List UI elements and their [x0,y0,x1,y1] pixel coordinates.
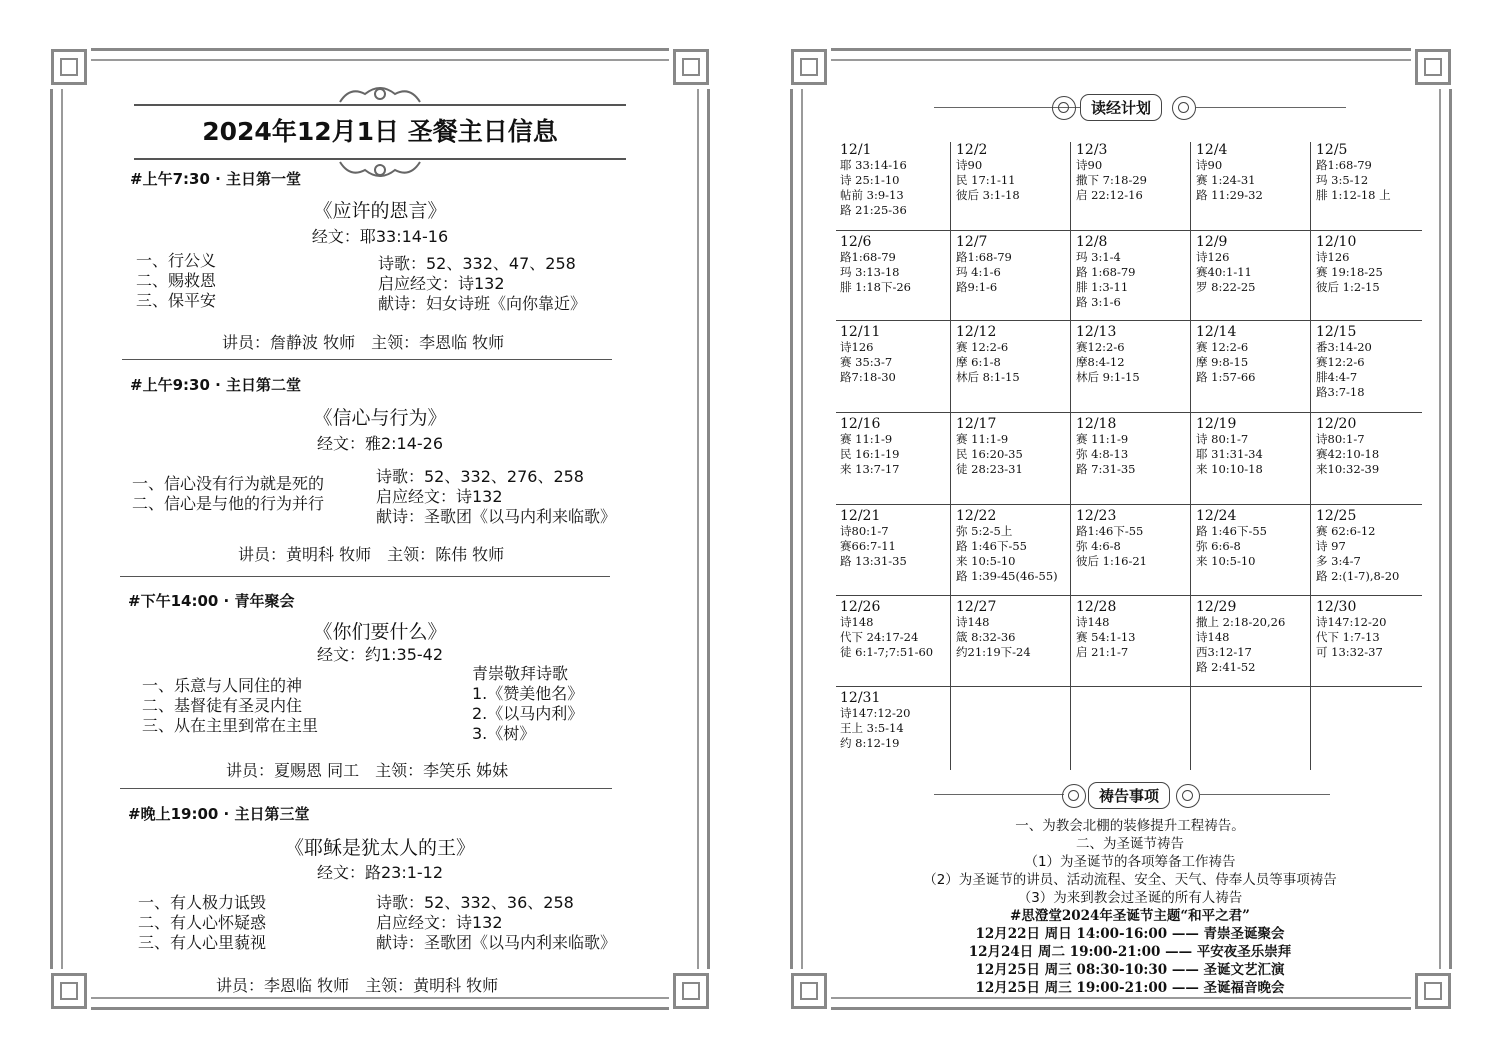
song-line: 献诗：圣歌团《以马内利来临歌》 [376,507,617,526]
reading-date: 12/16 [840,416,881,432]
reading-ref: 民 16:20-35 [956,447,1023,461]
reading-cell [1316,324,1372,400]
christmas-event: 12月24日 周二 19:00-21:00 —— 平安夜圣乐崇拜 [968,944,1292,960]
cloud-ornament-icon [330,82,430,104]
song-line: 献诗：圣歌团《以马内利来临歌》 [376,933,617,952]
reading-ref: 诗90 [956,158,983,172]
reading-ref: 弥 4:8-13 [1076,447,1129,461]
reading-date: 12/23 [1076,508,1117,524]
reading-ref: 彼后 1:16-21 [1076,554,1147,568]
reading-ref: 赛 12:2-6 [956,340,1009,354]
reading-ref: 腓 1:18下-26 [840,280,911,294]
reading-cell [1076,508,1147,569]
reading-cell [1316,508,1399,584]
reading-date: 12/22 [956,508,997,524]
corner-ornament [669,45,713,89]
scripture-ref: 经文：耶33:14-16 [311,227,449,246]
reading-cell [1316,234,1383,295]
section-divider [120,788,612,789]
reading-ref: 赛40:1-11 [1196,265,1252,279]
reading-ref: 诗90 [1076,158,1103,172]
prayer-line: （3）为来到教会过圣诞的所有人祷告 [1017,890,1243,906]
reading-ref: 路 1:46下-55 [1196,524,1267,538]
point: 三、从在主里到常在主里 [142,716,319,735]
reading-ref: 来 10:10-18 [1196,462,1263,476]
reading-ref: 路1:68-79 [1316,158,1372,172]
reading-ref: 路 1:68-79 [1076,265,1136,279]
reading-ref: 路 2:41-52 [1196,660,1256,674]
reading-ref: 赛 54:1-13 [1076,630,1136,644]
corner-ornament [787,969,831,1013]
reading-ref: 腓 1:12-18 上 [1316,188,1391,202]
reading-cell [956,142,1020,203]
song-line: 2.《以马内利》 [472,704,584,723]
grid-line [836,412,1422,413]
reading-ref: 撒下 7:18-29 [1076,173,1147,187]
speaker-line: 讲员：詹静波 牧师 主领：李恩临 牧师 [222,333,505,352]
reading-cell [1076,324,1140,385]
reading-date: 12/30 [1316,599,1357,615]
reading-ref: 民 17:1-11 [956,173,1016,187]
prayer-line: 一、为教会北棚的装修提升工程祷告。 [1015,818,1245,834]
prayer-line: （2）为圣诞节的讲员、活动流程、安全、天气、侍奉人员等事项祷告 [923,872,1337,888]
service-heading: #下午14:00 · 青年聚会 [128,592,295,610]
cloud-ornament-icon [330,160,430,182]
reading-cell [1076,142,1147,203]
song-line: 3.《树》 [472,724,536,743]
reading-ref: 腓4:4-7 [1316,370,1358,384]
reading-ref: 诗148 [1076,615,1110,629]
sermon-points [142,676,318,736]
reading-ref: 代下 24:17-24 [840,630,919,644]
service-heading: #晚上19:00 · 主日第三堂 [128,805,310,823]
corner-ornament [787,45,831,89]
song-line: 启应经文：诗132 [376,913,503,932]
scripture-ref: 经文：雅2:14-26 [316,434,444,453]
reading-cell [1196,234,1256,295]
reading-ref: 诗148 [1196,630,1230,644]
reading-cell [956,599,1031,660]
reading-ref: 民 16:1-19 [840,447,900,461]
reading-date: 12/27 [956,599,997,615]
reading-ref: 路 2:(1-7),8-20 [1316,569,1400,583]
reading-ref: 弥 5:2-5上 [956,524,1013,538]
reading-ref: 摩 9:8-15 [1196,355,1249,369]
reading-ref: 西3:12-17 [1196,645,1252,659]
reading-ref: 摩 6:1-8 [956,355,1001,369]
reading-ref: 赛 12:2-6 [1196,340,1249,354]
point: 二、赐救恩 [136,271,217,290]
reading-ref: 路3:7-18 [1316,385,1365,399]
reading-ref: 赛 1:24-31 [1196,173,1256,187]
reading-ref: 耶 31:31-34 [1196,447,1263,461]
grid-line [1070,142,1071,770]
point: 一、有人极力诋毁 [138,893,267,912]
grid-line [836,230,1422,231]
reading-ref: 约 8:12-19 [840,736,900,750]
reading-cell [1196,599,1285,675]
reading-ref: 弥 6:6-8 [1196,539,1241,553]
point: 一、行公义 [136,251,217,270]
reading-ref: 路 11:29-32 [1196,188,1263,202]
reading-date: 12/24 [1196,508,1237,524]
reading-ref: 徒 6:1-7;7:51-60 [840,645,934,659]
reading-ref: 路1:68-79 [956,250,1012,264]
reading-ref: 赛 11:1-9 [956,432,1009,446]
reading-date: 12/26 [840,599,881,615]
reading-ref: 赛 19:18-25 [1316,265,1383,279]
point: 二、基督徒有圣灵内住 [142,696,303,715]
reading-date: 12/6 [840,234,872,250]
scroll-ornament-icon [1052,96,1076,120]
reading-ref: 诗147:12-20 [1316,615,1387,629]
reading-date: 12/20 [1316,416,1357,432]
christmas-event: 12月22日 周日 14:00-16:00 —— 青崇圣诞聚会 [975,926,1285,942]
song-line: 启应经文：诗132 [378,274,505,293]
scripture-ref: 经文：路23:1-12 [316,863,444,882]
reading-cell [840,142,907,218]
christmas-event: 12月25日 周三 19:00-21:00 —— 圣诞福音晚会 [975,980,1285,996]
song-line: 1.《赞美他名》 [472,684,584,703]
reading-cell [1196,142,1263,203]
reading-ref: 可 13:32-37 [1316,645,1383,659]
reading-ref: 耶 33:14-16 [840,158,907,172]
speaker-line: 讲员：黄明科 牧师 主领：陈伟 牧师 [238,545,505,564]
service-heading: #上午7:30 · 主日第一堂 [130,170,302,188]
reading-cell [840,690,910,751]
corner-ornament [47,969,91,1013]
reading-ref: 玛 4:1-6 [956,265,1001,279]
grid-line [950,142,951,770]
grid-line [1190,142,1191,770]
reading-date: 12/9 [1196,234,1228,250]
reading-cell [840,599,933,660]
reading-date: 12/18 [1076,416,1117,432]
section-divider [120,576,610,577]
song-list [376,467,616,527]
reading-cell [840,234,911,295]
reading-date: 12/7 [956,234,988,250]
reading-ref: 玛 3:13-18 [840,265,900,279]
reading-ref: 路 3:1-6 [1076,295,1121,309]
reading-ref: 诗148 [840,615,874,629]
reading-ref: 诗148 [956,615,990,629]
reading-ref: 路 1:46下-55 [956,539,1027,553]
song-line: 献诗：妇女诗班《向你靠近》 [378,294,587,313]
reading-ref: 来 10:5-10 [1196,554,1256,568]
reading-date: 12/11 [840,324,881,340]
corner-ornament [669,969,713,1013]
reading-ref: 路9:1-6 [956,280,998,294]
reading-plan-title: 读经计划 [1080,94,1162,121]
reading-date: 12/25 [1316,508,1357,524]
reading-date: 12/3 [1076,142,1108,158]
reading-date: 12/15 [1316,324,1357,340]
reading-ref: 彼后 1:2-15 [1316,280,1380,294]
reading-ref: 诗 25:1-10 [840,173,900,187]
song-list [376,893,616,953]
reading-ref: 来 13:7-17 [840,462,900,476]
reading-ref: 诗 80:1-7 [1196,432,1249,446]
reading-ref: 代下 1:7-13 [1316,630,1380,644]
point: 二、有人心怀疑惑 [138,913,267,932]
reading-ref: 撒上 2:18-20,26 [1196,615,1286,629]
reading-cell [840,324,896,385]
christmas-event: 12月25日 周三 08:30-10:30 —— 圣诞文艺汇演 [975,962,1285,978]
grid-line [836,595,1422,596]
reading-date: 12/19 [1196,416,1237,432]
reading-date: 12/2 [956,142,988,158]
reading-ref: 赛 62:6-12 [1316,524,1376,538]
grid-line [1310,142,1311,770]
reading-ref: 赛12:2-6 [1316,355,1365,369]
reading-ref: 弥 4:6-8 [1076,539,1121,553]
prayer-line: （1）为圣诞节的各项筹备工作祷告 [1024,854,1236,870]
speaker-line: 讲员：夏赐恩 同工 主领：李笑乐 姊妹 [226,761,509,780]
point: 一、信心没有行为就是死的 [132,474,325,493]
song-line: 青崇敬拜诗歌 [472,664,569,683]
reading-ref: 玛 3:1-4 [1076,250,1121,264]
reading-cell [956,416,1023,477]
reading-ref: 来10:32-39 [1316,462,1380,476]
reading-ref: 箴 8:32-36 [956,630,1016,644]
grid-line [836,686,1422,687]
reading-date: 12/12 [956,324,997,340]
corner-ornament [1411,45,1455,89]
sermon-points [136,251,216,311]
reading-ref: 赛 35:3-7 [840,355,893,369]
reading-ref: 路 13:31-35 [840,554,907,568]
reading-ref: 玛 3:5-12 [1316,173,1369,187]
reading-ref: 路 1:57-66 [1196,370,1256,384]
reading-date: 12/13 [1076,324,1117,340]
reading-cell [1316,599,1386,660]
reading-date: 12/14 [1196,324,1237,340]
reading-date: 12/31 [840,690,881,706]
reading-date: 12/17 [956,416,997,432]
reading-date: 12/5 [1316,142,1348,158]
reading-date: 12/29 [1196,599,1237,615]
reading-ref: 多 3:4-7 [1316,554,1361,568]
grid-line [836,504,1422,505]
reading-cell [1196,508,1267,569]
reading-ref: 启 21:1-7 [1076,645,1129,659]
sermon-points [132,474,324,514]
christmas-theme: #思澄堂2024年圣诞节主题“和平之君” [1010,908,1250,924]
reading-cell [840,508,907,569]
reading-date: 12/8 [1076,234,1108,250]
section-divider [122,359,612,360]
sermon-title: 《你们要什么》 [313,621,447,643]
song-line: 诗歌：52、332、47、258 [378,254,576,273]
reading-ref: 启 22:12-16 [1076,188,1143,202]
scroll-ornament-icon [1062,784,1086,808]
song-list [378,254,586,314]
reading-ref: 赛42:10-18 [1316,447,1380,461]
reading-cell [1076,416,1136,477]
scroll-ornament-icon [1172,96,1196,120]
reading-cell [1316,416,1379,477]
reading-ref: 赛 11:1-9 [840,432,893,446]
reading-date: 12/28 [1076,599,1117,615]
reading-ref: 王上 3:5-14 [840,721,904,735]
reading-cell [1076,599,1136,660]
reading-cell [956,234,1012,295]
song-line: 启应经文：诗132 [376,487,503,506]
reading-ref: 林后 8:1-15 [956,370,1020,384]
reading-ref: 罗 8:22-25 [1196,280,1256,294]
reading-date: 12/4 [1196,142,1228,158]
reading-ref: 赛 11:1-9 [1076,432,1129,446]
reading-date: 12/1 [840,142,872,158]
reading-ref: 帖前 3:9-13 [840,188,904,202]
reading-ref: 诗147:12-20 [840,706,911,720]
reading-ref: 彼后 3:1-18 [956,188,1020,202]
grid-line [836,320,1422,321]
reading-ref: 徒 28:23-31 [956,462,1023,476]
reading-ref: 来 10:5-10 [956,554,1016,568]
reading-ref: 路 7:31-35 [1076,462,1136,476]
reading-ref: 路1:46下-55 [1076,524,1144,538]
sermon-title: 《耶稣是犹太人的王》 [284,837,475,859]
prayer-list [830,817,1430,997]
reading-ref: 诗126 [1316,250,1350,264]
reading-cell [956,324,1020,385]
header-rule [1200,794,1330,795]
header-rule [1196,107,1346,108]
reading-cell [1076,234,1136,310]
sermon-points [138,893,266,953]
reading-ref: 诗 97 [1316,539,1346,553]
reading-ref: 赛66:7-11 [840,539,896,553]
point: 三、有人心里藐视 [138,933,267,952]
reading-ref: 诗126 [840,340,874,354]
page-title: 2024年12月1日 圣餐主日信息 [202,117,558,146]
reading-ref: 番3:14-20 [1316,340,1372,354]
reading-ref: 路 1:39-45(46-55) [956,569,1058,583]
reading-ref: 摩8:4-12 [1076,355,1125,369]
reading-ref: 诗80:1-7 [1316,432,1365,446]
reading-date: 12/21 [840,508,881,524]
reading-ref: 约21:19下-24 [956,645,1031,659]
reading-ref: 路1:68-79 [840,250,896,264]
header-rule [934,794,1064,795]
song-line: 诗歌：52、332、36、258 [376,893,574,912]
reading-cell [840,416,900,477]
reading-ref: 林后 9:1-15 [1076,370,1140,384]
point: 二、信心是与他的行为并行 [132,494,325,513]
song-list [472,664,583,744]
reading-ref: 路 21:25-36 [840,203,907,217]
reading-ref: 路7:18-30 [840,370,896,384]
sermon-title: 《应许的恩言》 [313,200,447,222]
reading-ref: 诗126 [1196,250,1230,264]
reading-ref: 诗90 [1196,158,1223,172]
reading-cell [1196,324,1256,385]
corner-ornament [47,45,91,89]
reading-cell [1196,416,1263,477]
scroll-ornament-icon [1176,784,1200,808]
speaker-line: 讲员：李恩临 牧师 主领：黄明科 牧师 [216,976,499,995]
scripture-ref: 经文：约1:35-42 [316,645,444,664]
reading-ref: 诗80:1-7 [840,524,889,538]
reading-ref: 赛12:2-6 [1076,340,1125,354]
song-line: 诗歌：52、332、276、258 [376,467,584,486]
reading-date: 12/10 [1316,234,1357,250]
service-heading: #上午9:30 · 主日第二堂 [130,376,302,394]
reading-ref: 腓 1:3-11 [1076,280,1129,294]
reading-cell [956,508,1058,584]
point: 一、乐意与人同住的神 [142,676,303,695]
prayer-line: 二、为圣诞节祷告 [1076,836,1184,852]
point: 三、保平安 [136,291,217,310]
reading-cell [1316,142,1391,203]
prayer-title: 祷告事项 [1088,782,1170,809]
sermon-title: 《信心与行为》 [313,407,447,429]
